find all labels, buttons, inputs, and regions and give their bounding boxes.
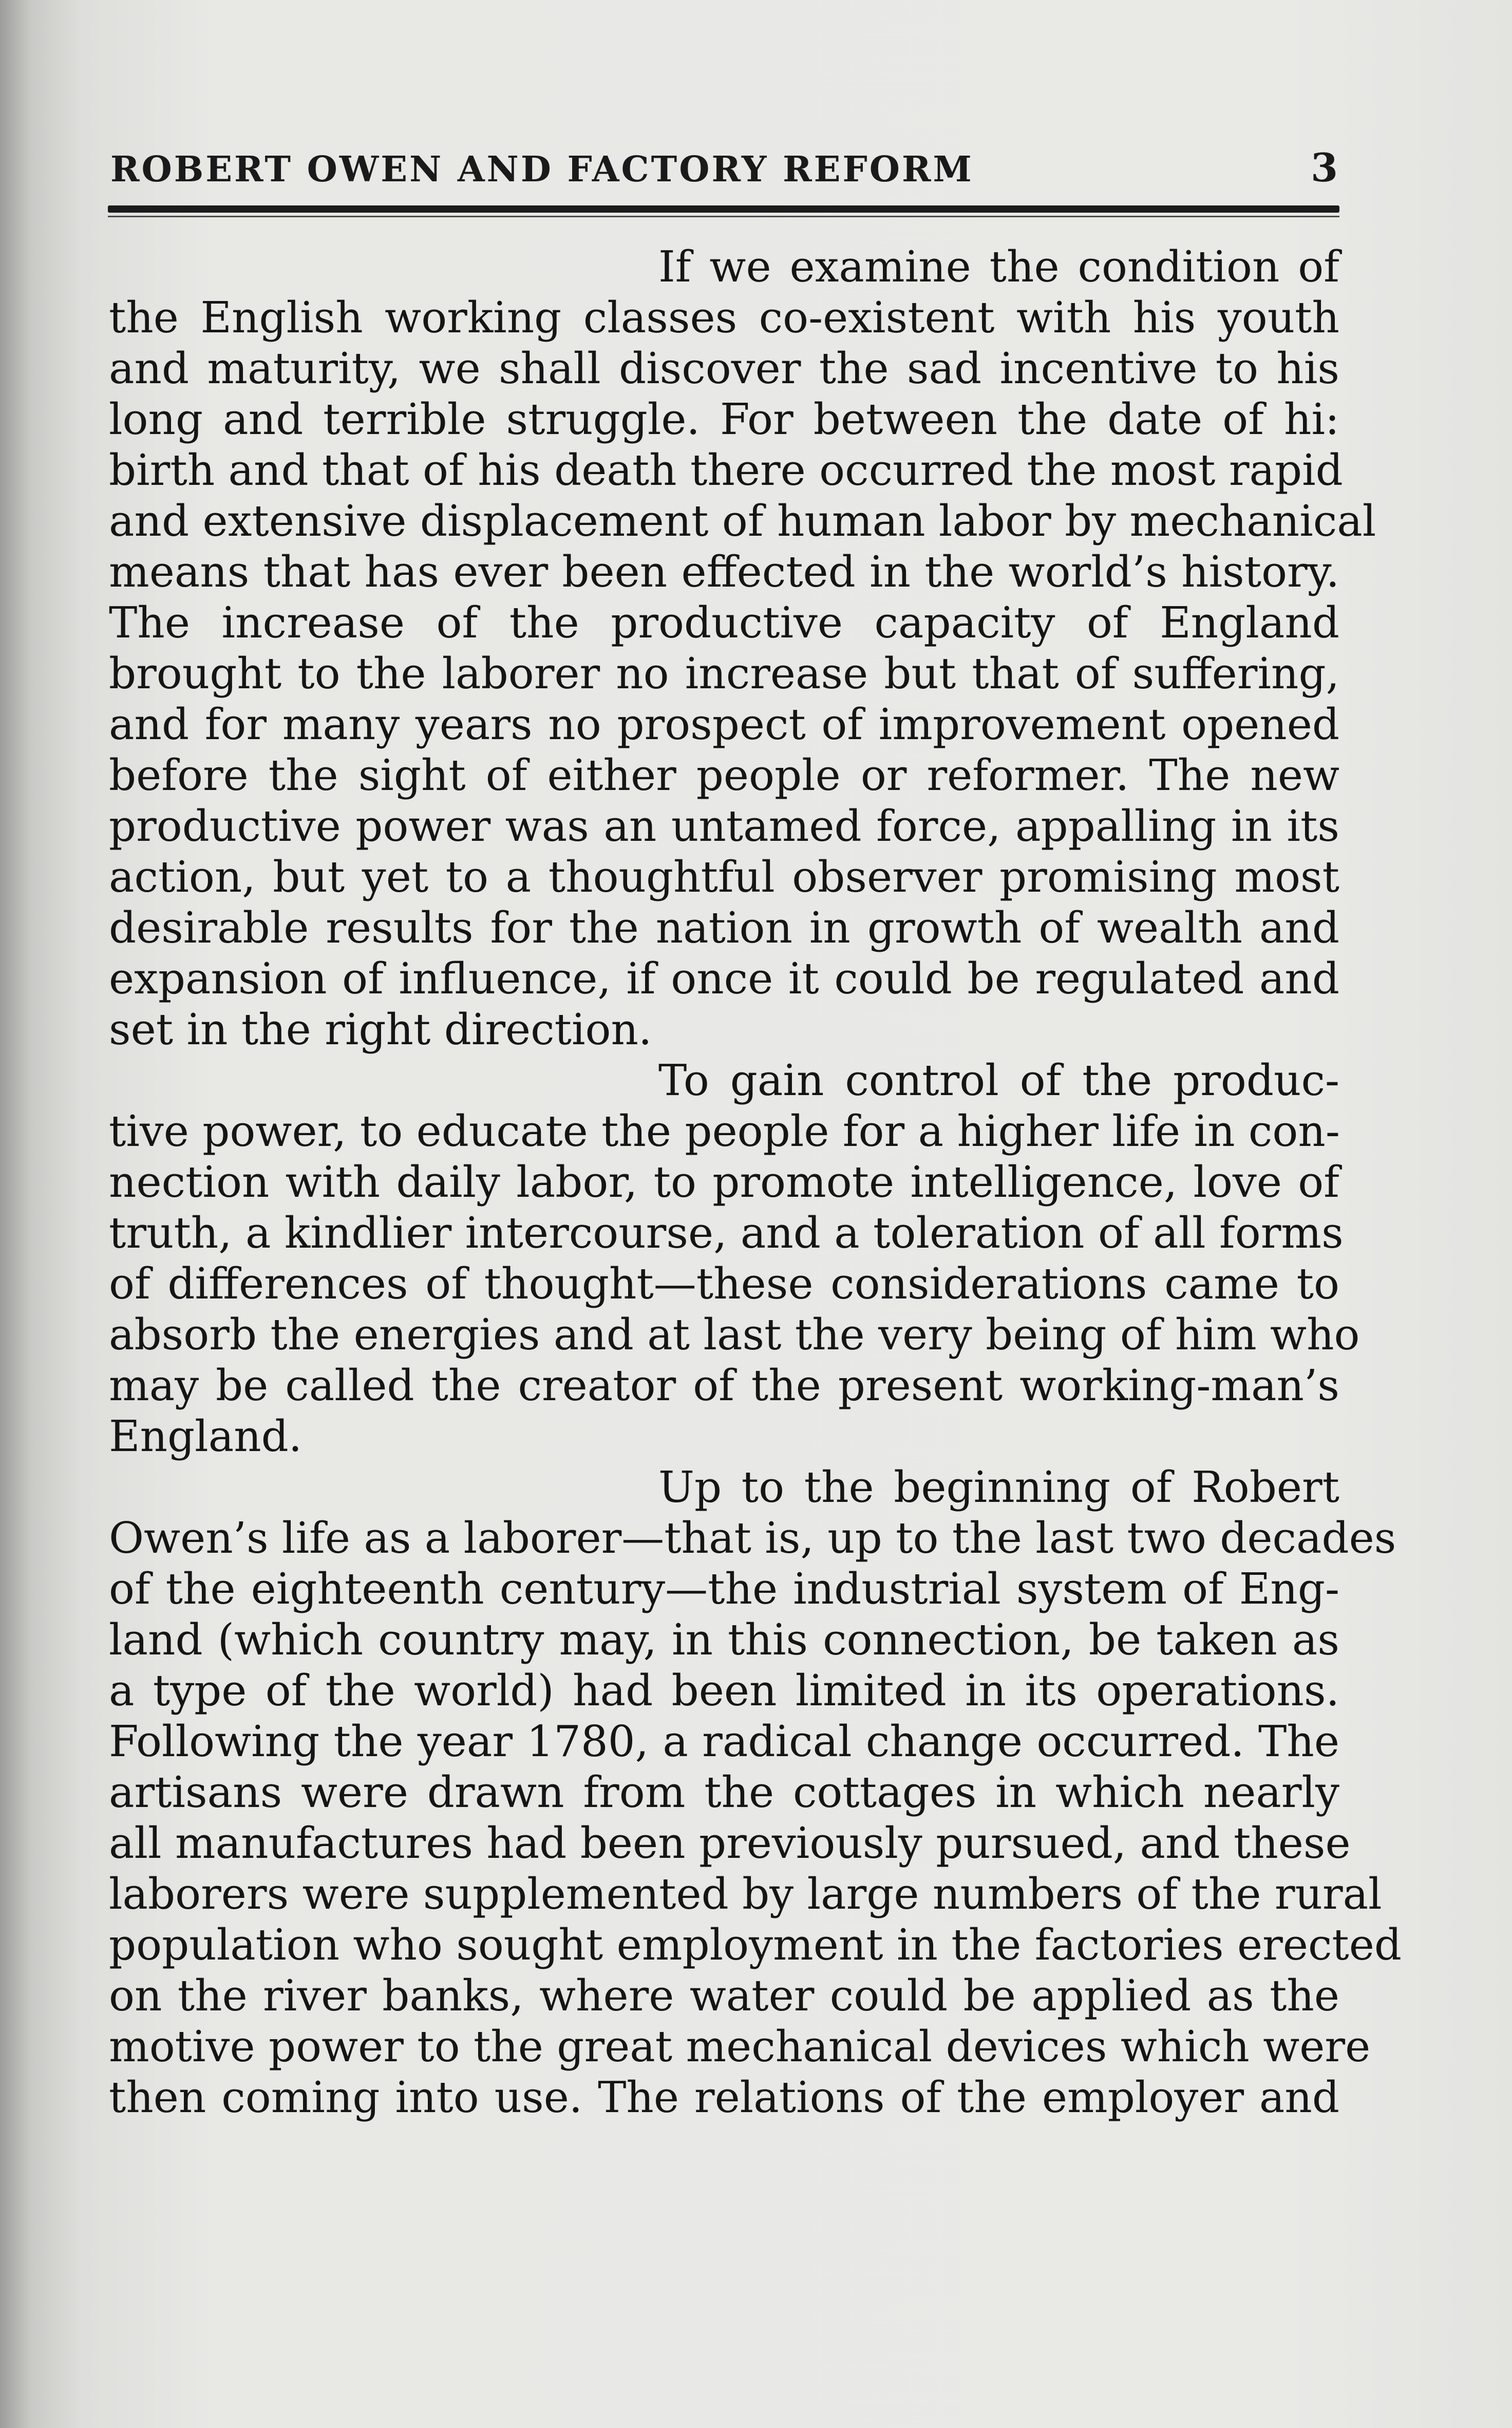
text-line: desirable results for the nation in growth of wealth and	[109, 903, 1339, 953]
text-line: of the eighteenth century—the industrial system of Eng-	[109, 1564, 1339, 1614]
text-line: a type of the world) had been limited in its operations.	[109, 1666, 1339, 1716]
text-line: nection with daily labor, to promote intelligence, love of	[109, 1157, 1339, 1207]
text-line: The increase of the productive capacity of England	[109, 598, 1339, 648]
text-line: To gain control of the produc-	[658, 1056, 1339, 1105]
running-title: ROBERT OWEN AND FACTORY REFORM	[110, 149, 974, 190]
text-line: England.	[109, 1411, 303, 1461]
text-line: long and terrible struggle. For between the date of hi:	[109, 394, 1339, 444]
text-line: and extensive displacement of human labor by mechanical	[109, 496, 1376, 546]
text-line: set in the right direction.	[109, 1005, 652, 1055]
text-line: truth, a kindlier intercourse, and a toleration of all forms	[109, 1208, 1344, 1258]
text-line: Up to the beginning of Robert	[658, 1462, 1339, 1512]
text-line: all manufactures had been previously pursued, and these	[109, 1818, 1351, 1868]
text-line: and maturity, we shall discover the sad incentive to his	[109, 344, 1339, 393]
text-line: means that has ever been effected in the world’s history.	[109, 547, 1339, 597]
running-header	[110, 145, 1338, 191]
text-line: birth and that of his death there occurred the most rapid	[109, 445, 1343, 495]
text-line: laborers were supplemented by large numbers of the rural	[109, 1869, 1382, 1919]
text-line: motive power to the great mechanical devices which were	[109, 2022, 1371, 2072]
text-line: on the river banks, where water could be applied as the	[109, 1971, 1339, 2021]
text-line: If we examine the condition of	[658, 242, 1339, 292]
paragraph	[109, 1462, 1402, 2123]
header-rule-thin	[108, 216, 1339, 217]
text-line: and for many years no prospect of improvement opened	[109, 700, 1339, 749]
text-line: brought to the laborer no increase but that of suffering,	[109, 649, 1339, 699]
paragraph	[109, 1055, 1360, 1462]
text-line: artisans were drawn from the cottages in which nearly	[109, 1767, 1339, 1817]
text-line: productive power was an untamed force, appalling in its	[109, 801, 1339, 851]
text-line: action, but yet to a thoughtful observer promising most	[109, 852, 1339, 902]
paragraph	[109, 241, 1376, 1055]
text-line: of differences of thought—these considerations came to	[109, 1259, 1339, 1309]
text-line: absorb the energies and at last the very being of him who	[109, 1310, 1360, 1360]
text-line: may be called the creator of the present working-man’s	[109, 1361, 1339, 1410]
text-line: population who sought employment in the factories erected	[109, 1920, 1402, 1970]
text-line: then coming into use. The relations of the employer and	[109, 2073, 1339, 2122]
text-line: before the sight of either people or reformer. The new	[109, 750, 1339, 800]
text-line: expansion of influence, if once it could be regulated and	[109, 954, 1339, 1004]
body-text	[109, 241, 1402, 2123]
header-rule	[108, 205, 1339, 213]
text-line: Owen’s life as a laborer—that is, up to the last two decades	[109, 1513, 1396, 1563]
text-line: land (which country may, in this connection, be taken as	[109, 1615, 1339, 1665]
text-line: the English working classes co-existent with his youth	[109, 293, 1339, 343]
text-line: Following the year 1780, a radical change occurred. The	[109, 1717, 1339, 1766]
page-number: 3	[1311, 145, 1338, 191]
text-line: tive power, to educate the people for a higher life in con-	[109, 1106, 1340, 1156]
